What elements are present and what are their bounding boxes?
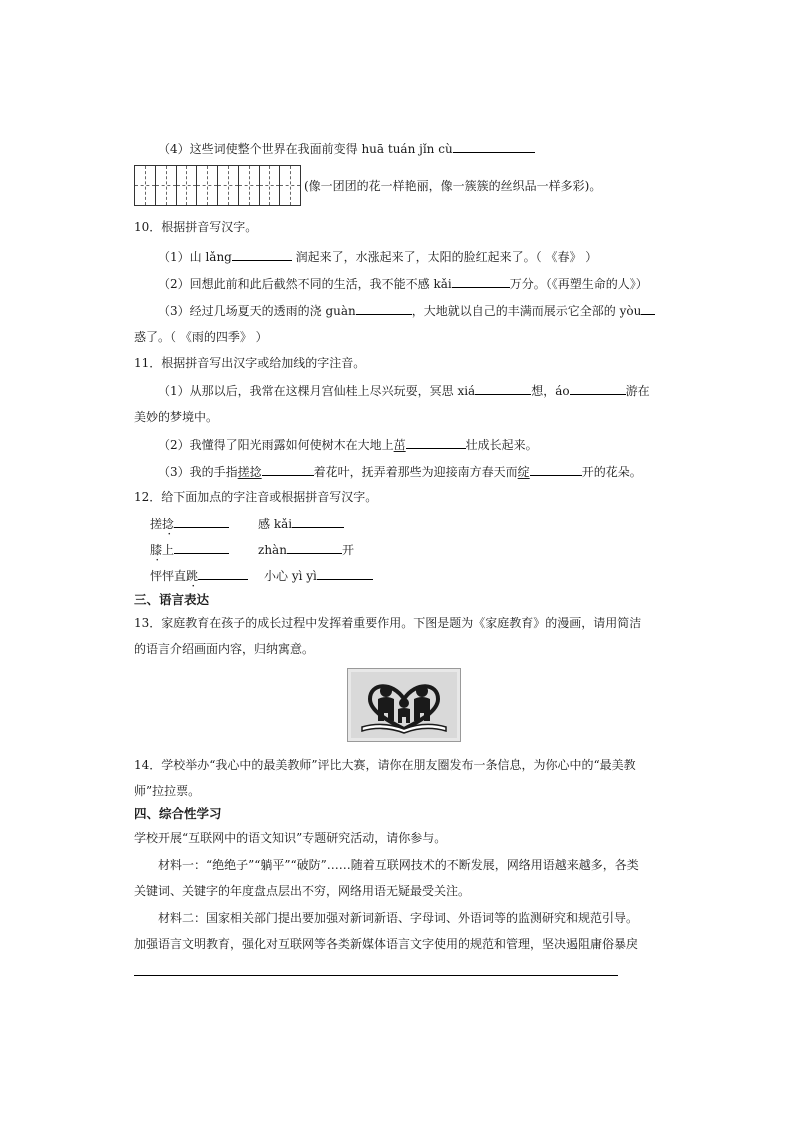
answer-blank[interactable] <box>292 515 344 528</box>
material-1-line-2: 关键词、关键字的年度盘点层出不穷，网络用语无疑最受关注。 <box>134 884 471 898</box>
material-2-line-1: 材料二：国家相关部门提出要加强对新词新语、字母词、外语词等的监测研究和规范引导。 <box>158 911 639 925</box>
answer-blank[interactable] <box>356 302 412 315</box>
answer-blank[interactable] <box>641 302 655 315</box>
q13-line-2: 的语言介绍画面内容，归纳寓意。 <box>134 642 315 656</box>
answer-blank[interactable] <box>174 515 229 528</box>
q14-line-1: 14．学校举办“我心中的最美教师”评比大赛，请你在朋友圈发布一条信息，为你心中的“最美教 <box>134 758 636 772</box>
section-4-heading: 四、综合性学习 <box>134 806 222 821</box>
answer-blank[interactable] <box>475 382 531 395</box>
answer-blank[interactable] <box>317 567 373 580</box>
q10-item-2: （2）回想此前和此后截然不同的生活，我不能不感 kǎi 万分。（《再塑生命的人》） <box>158 277 648 291</box>
section-3-heading: 三、语言表达 <box>134 592 210 607</box>
q12-item-b: 感 kǎi <box>258 515 344 532</box>
q10-title: 10．根据拼音写汉字。 <box>134 220 258 234</box>
answer-blank[interactable] <box>174 541 229 554</box>
family-book-icon <box>348 669 460 741</box>
q12-item-f: 小心 yì yì <box>264 567 373 584</box>
answer-blank[interactable] <box>262 463 314 476</box>
q9-4-line: （4）这些词使整个世界在我面前变得 huā tuán jǐn cù <box>158 140 535 157</box>
intro-line: 学校开展“互联网中的语文知识”专题研究活动，请你参与。 <box>134 831 447 845</box>
answer-blank[interactable] <box>406 436 466 449</box>
q11-title: 11．根据拼音写出汉字或给加线的字注音。 <box>134 356 366 370</box>
q11-item-1: （1）从那以后，我常在这棵月宫仙桂上尽兴玩耍，冥思 xiá 想，áo 游在 <box>158 384 650 398</box>
q11-item-1-cont: 美妙的梦境中。 <box>134 410 219 424</box>
material-1-line-1: 材料一：“绝绝子”“躺平”“破防”……随着互联网技术的不断发展，网络用语越来越多，各类 <box>158 858 639 872</box>
q10-item-3: （3）经过几场夏天的透雨的浇 guàn ，大地就以自己的丰满而展示它全部的 yòu <box>158 302 655 319</box>
q10-item-1: （1）山 lǎng 润起来了，水涨起来了，太阳的脸红起来了。（ 《春》 ） <box>158 250 598 264</box>
q14-line-2: 师”拉拉票。 <box>134 784 201 798</box>
family-education-cartoon <box>347 668 461 742</box>
answer-blank[interactable] <box>198 567 248 580</box>
q12-item-c: 膝上 <box>150 541 229 558</box>
q12-item-a: 搓捻 <box>150 515 229 532</box>
writing-grid[interactable] <box>134 165 301 206</box>
q11-item-3: （3）我的手指搓捻 着花叶，抚弄着那些为迎接南方春天而绽 开的花朵。 <box>158 465 642 479</box>
q12-item-e: 怦怦直跳 <box>150 567 248 584</box>
answer-blank[interactable] <box>232 248 292 261</box>
answer-blank[interactable] <box>570 382 626 395</box>
answer-blank[interactable] <box>530 463 582 476</box>
q10-item-3-cont: 惑了。（ 《雨的四季》 ） <box>134 330 268 344</box>
answer-blank[interactable] <box>287 541 342 554</box>
grid-note: (像一团团的花一样艳丽，像一簇簇的丝织品一样多彩)。 <box>304 179 602 193</box>
answer-blank[interactable] <box>453 140 535 153</box>
q13-line-1: 13．家庭教育在孩子的成长过程中发挥着重要作用。下图是题为《家庭教育》的漫画，请用简洁 <box>134 616 642 630</box>
footer-rule <box>134 975 618 976</box>
material-2-line-2: 加强语言文明教育，强化对互联网等各类新媒体语言文字使用的规范和管理，坚决遏阻庸俗暴戾 <box>134 937 639 951</box>
q11-item-2: （2）我懂得了阳光雨露如何使树木在大地上茁 壮成长起来。 <box>158 438 538 452</box>
q12-item-d: zhàn 开 <box>258 543 354 557</box>
q12-title: 12．给下面加点的字注音或根据拼音写汉字。 <box>134 490 378 504</box>
answer-blank[interactable] <box>452 275 510 288</box>
